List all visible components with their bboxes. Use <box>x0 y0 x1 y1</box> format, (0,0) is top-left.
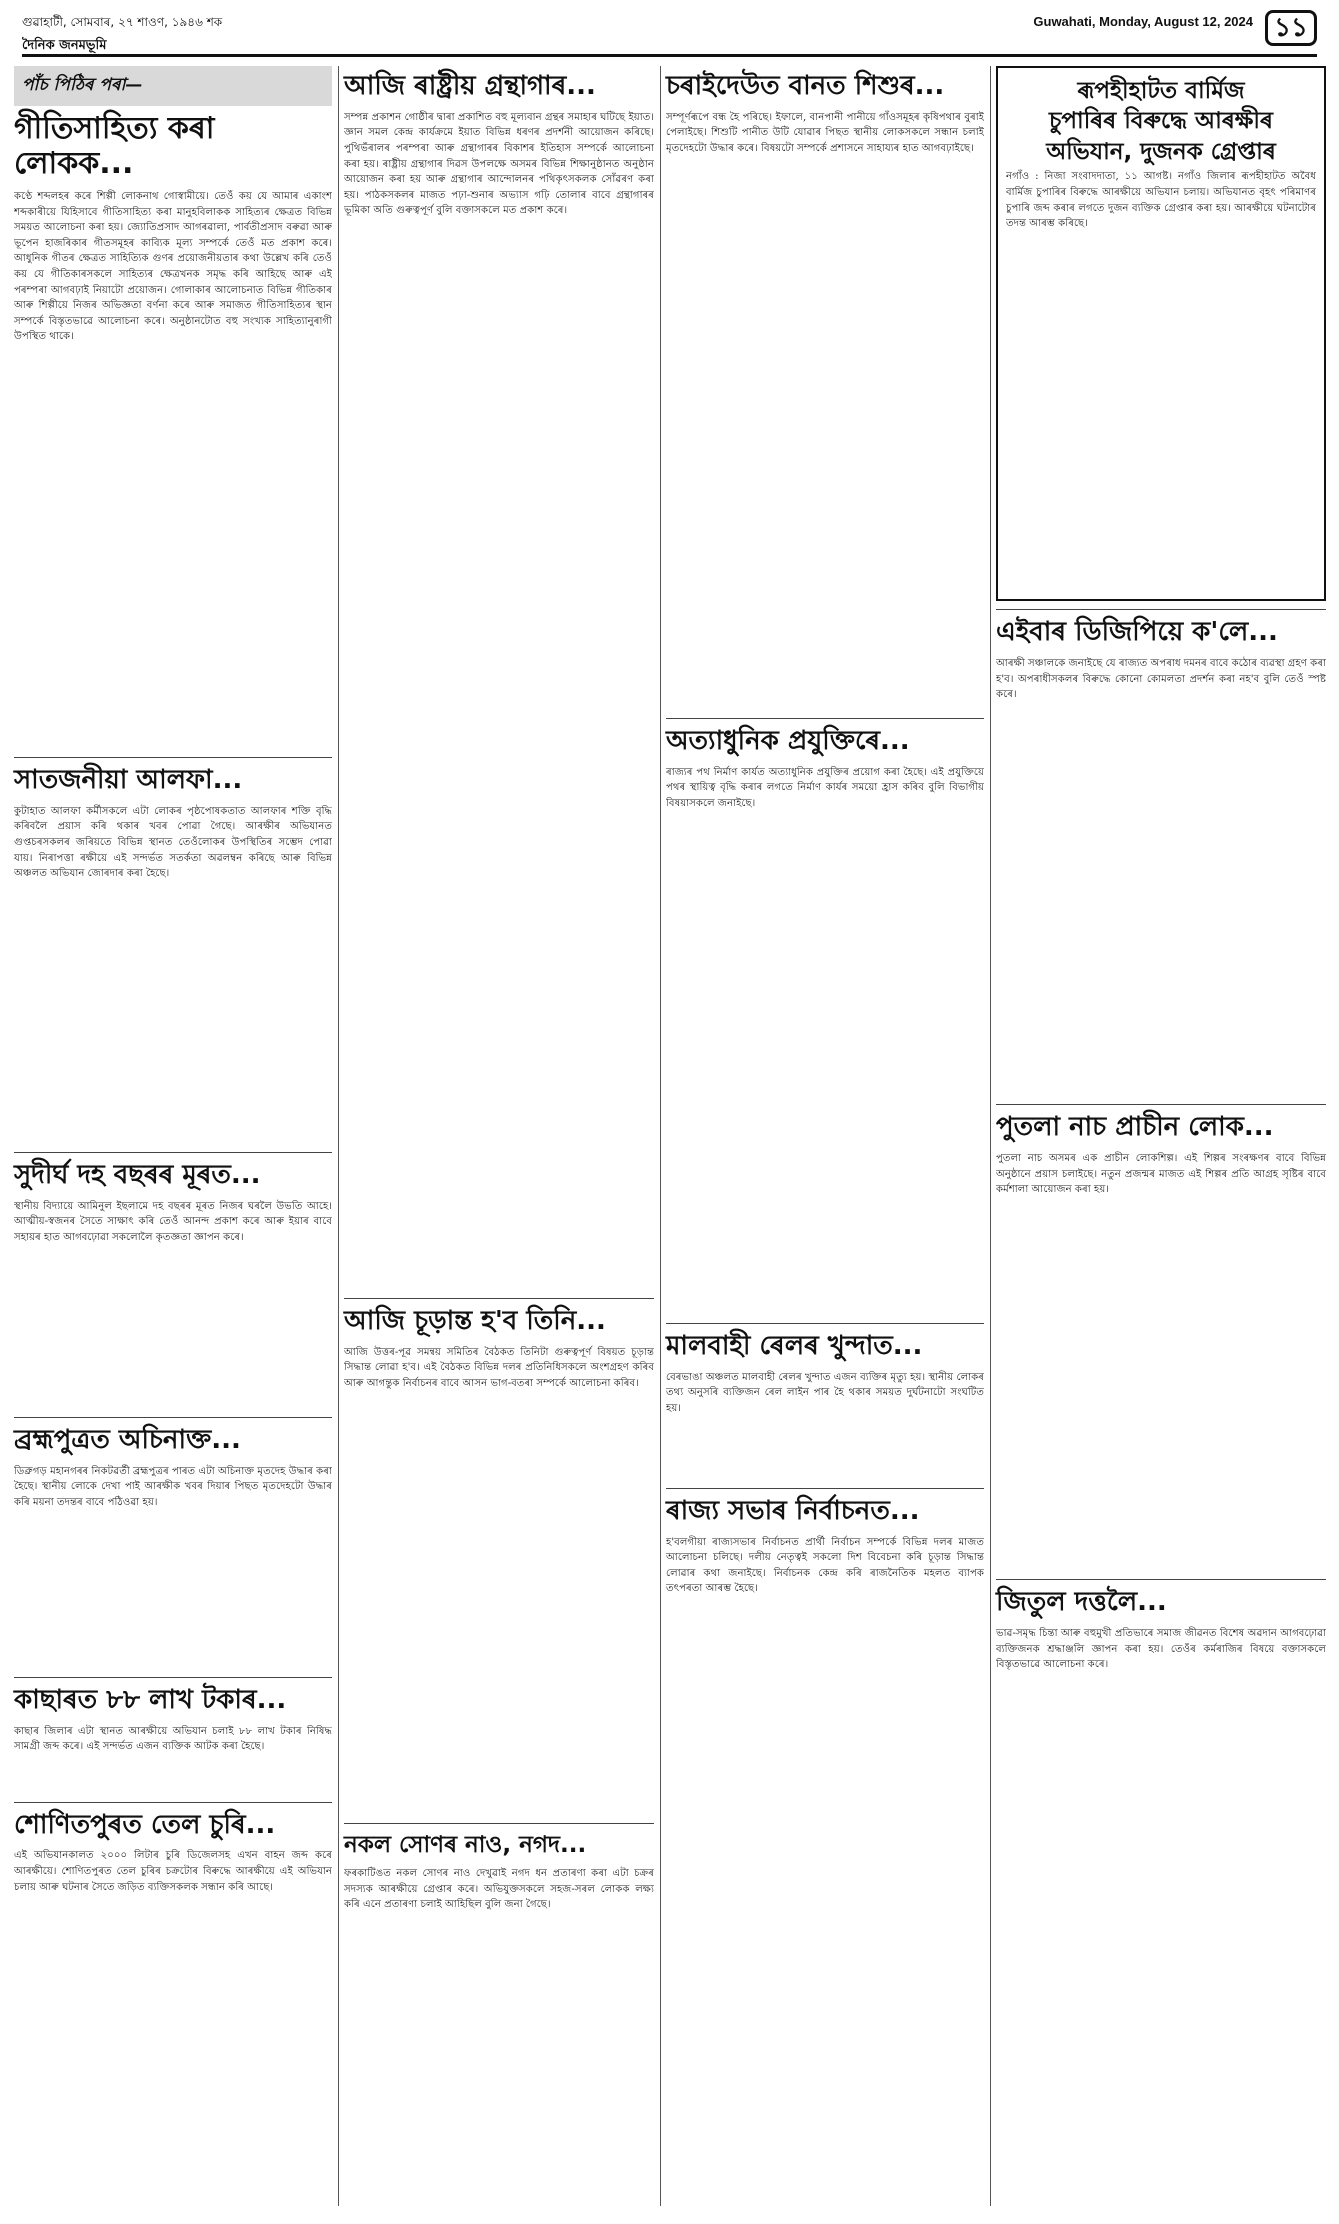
divider <box>996 609 1326 610</box>
article-body: ডিব্ৰুগড় মহানগৰৰ নিকটৱৰ্তী ব্ৰহ্মপুত্ৰৰ পাৰত এটা অচিনাক্ত মৃতদেহ উদ্ধাৰ কৰা হৈছে। স্থানীয় লোকে দেখা পাই আৰক্ষীক খবৰ দিয়াৰ পিছত মৃতদেহটো উদ্ধাৰ কৰি ময়না তদন্তৰ বাবে পঠিওৱা হয়। <box>14 1465 332 1508</box>
date-english: Guwahati, Monday, August 12, 2024 <box>1033 14 1253 29</box>
article-body: কণ্ঠে শব্দলহৰ কৰে শিল্পী লোকনাথ গোস্বামীয়ে। তেওঁ কয় যে আমাৰ একাংশ শব্দকাৰীয়ে যিহিসাবে গীতিসাহিত্য কৰা মানুহবিলাকক সাহিত্যৰ ক্ষেত্ৰত বিভিন্ন সময়ত আলোচনা কৰা হয়। জ্যোতিপ্ৰসাদ আগৰৱালা, পাৰ্বতীপ্ৰসাদ বৰুৱা আৰু ভূপেন হাজৰিকাৰ গীতসমূহৰ কাব্যিক মূল্য সম্পৰ্কে তেওঁ মত প্ৰকাশ কৰে। আধুনিক গীতৰ ক্ষেত্ৰত সাহিত্যিক গুণৰ প্ৰয়োজনীয়তাৰ কথা উল্লেখ কৰি তেওঁ কয় যে গীতিকাৰসকলে সাহিত্যৰ ক্ষেত্ৰখনক সমৃদ্ধ কৰি আহিছে আৰু এই পৰম্পৰা আগবঢ়াই নিয়াটো প্ৰয়োজন। গোলাকাৰ আলোচনাত বিভিন্ন গীতিকাৰ আৰু শিল্পীয়ে নিজৰ অভিজ্ঞতা বৰ্ণনা কৰে আৰু সমাজত গীতিসাহিত্যৰ স্থান সম্পৰ্কে বিস্তৃতভাৱে আলোচনা কৰে। অনুষ্ঠানটোত বহু সংখ্যক সাহিত্যানুৰাগী উপস্থিত থাকে। <box>14 191 332 343</box>
masthead <box>22 14 1317 62</box>
article-body: আৰক্ষী সঞ্চালকে জনাইছে যে ৰাজ্যত অপৰাধ দমনৰ বাবে কঠোৰ ব্যৱস্থা গ্ৰহণ কৰা হ'ব। অপৰাধীসকলৰ বিৰুদ্ধে কোনো কোমলতা প্ৰদৰ্শন কৰা নহ'ব বুলি তেওঁ স্পষ্ট কৰে। <box>996 658 1326 701</box>
article-body: কুটাহাত আলফা কৰ্মীসকলে এটা লোকৰ পৃষ্ঠপোষকতাত আলফাৰ শক্তি বৃদ্ধি কৰিবলৈ প্ৰয়াস কৰি থকাৰ খবৰ পোৱা গৈছে। আৰক্ষীৰ অভিযানত গুপ্তচৰসকলৰ জৰিয়তে বিভিন্ন স্থানত তেওঁলোকৰ উপস্থিতিৰ সম্ভেদ পোৱা যায়। নিৰাপত্তা ৰক্ষীয়ে এই সন্দৰ্ভত সতৰ্কতা অৱলম্বন কৰিছে আৰু বিভিন্ন অঞ্চলত অভিযান জোৰদাৰ কৰা হৈছে। <box>14 805 332 880</box>
headline-goods-train: মালবাহী ৰেলৰ খুন্দাত... <box>666 1330 923 1361</box>
divider <box>14 757 332 758</box>
divider <box>344 1823 654 1824</box>
headline-sonitpur: শোণিতপুৰত তেল চুৰি... <box>14 1809 276 1840</box>
divider <box>666 1488 984 1489</box>
divider <box>666 718 984 719</box>
headline-burmese-areca-2: চুপাৰিৰ বিৰুদ্ধে আৰক্ষীৰ <box>1049 108 1273 135</box>
headline-puppet-dance: পুতলা নাচ প্ৰাচীন লোক... <box>996 1112 1274 1143</box>
headline-final-three: আজি চূড়ান্ত হ'ব তিনি... <box>344 1305 606 1336</box>
headline-geetisahitya: গীতিসাহিত্য কৰা লোকক... <box>14 111 215 181</box>
divider <box>14 1677 332 1678</box>
column-1 <box>14 66 332 1998</box>
newspaper-brand: দৈনিক জনমভূমি <box>22 38 107 53</box>
headline-ten-years: সুদীৰ্ঘ দহ বছৰৰ মূৰত... <box>14 1159 261 1190</box>
divider <box>996 1579 1326 1580</box>
article-body: পুতলা নাচ অসমৰ এক প্ৰাচীন লোকশিল্প। এই শিল্পৰ সংৰক্ষণৰ বাবে বিভিন্ন অনুষ্ঠানে প্ৰয়াস চলাইছে। নতুন প্ৰজন্মৰ মাজত এই শিল্পৰ প্ৰতি আগ্ৰহ সৃষ্টিৰ বাবে কৰ্মশালা আয়োজন কৰা হয়। <box>996 1153 1326 1196</box>
continued-kicker: পাঁচ পিঠিৰ পৰা— <box>14 66 332 106</box>
featured-story-box <box>996 66 1326 601</box>
headline-ulfa: সাতজনীয়া আলফা... <box>14 765 243 795</box>
divider <box>996 1104 1326 1105</box>
page-number: ১১ <box>1265 10 1317 46</box>
article-body: আজি উত্তৰ-পূৱ সমন্বয় সমিতিৰ বৈঠকত তিনিটা গুৰুত্বপূৰ্ণ বিষয়ত চূড়ান্ত সিদ্ধান্ত লোৱা হ'ব। এই বৈঠকত বিভিন্ন দলৰ প্ৰতিনিধিসকলে অংশগ্ৰহণ কৰিব আৰু আগন্তুক নিৰ্বাচনৰ বাবে আসন ভাগ-বতৰা সম্পৰ্কে আলোচনা কৰিব। <box>344 1346 654 1389</box>
column-divider <box>660 66 661 2206</box>
article-body: নগাঁও : নিজা সংবাদদাতা, ১১ আগষ্ট। নগাঁও জিলাৰ ৰূপহীহাটত অবৈধ বাৰ্মিজ চুপাৰিৰ বিৰুদ্ধে আৰক্ষীয়ে অভিযান চলায়। অভিযানত বৃহৎ পৰিমাণৰ চুপাৰি জব্দ কৰাৰ লগতে দুজন ব্যক্তিক গ্ৰেপ্তাৰ কৰা হয়। আৰক্ষীয়ে ঘটনাটোৰ তদন্ত আৰম্ভ কৰিছে। <box>1006 171 1316 230</box>
divider <box>14 1152 332 1153</box>
article-body: হ'বলগীয়া ৰাজ্যসভাৰ নিৰ্বাচনত প্ৰাৰ্থী নিৰ্বাচন সম্পৰ্কে বিভিন্ন দলৰ মাজত আলোচনা চলিছে। দলীয় নেতৃত্বই সকলো দিশ বিবেচনা কৰি চূড়ান্ত সিদ্ধান্ত লোৱাৰ কথা জনাইছে। নিৰ্বাচনক কেন্দ্ৰ কৰি ৰাজনৈতিক মহলত ব্যাপক তৎপৰতা আৰম্ভ হৈছে। <box>666 1536 984 1595</box>
headline-burmese-areca-3: অভিযান, দুজনক গ্ৰেপ্তাৰ <box>1046 138 1276 165</box>
article-body: কাছাৰ জিলাৰ এটা স্থানত আৰক্ষীয়ে অভিযান চলাই ৮৮ লাখ টকাৰ নিষিদ্ধ সামগ্ৰী জব্দ কৰে। এই সন্দৰ্ভত এজন ব্যক্তিক আটক কৰা হৈছে। <box>14 1725 332 1753</box>
masthead-rule <box>22 54 1317 57</box>
article-body: ৰাজ্যৰ পথ নিৰ্মাণ কাৰ্যত অত্যাধুনিক প্ৰযুক্তিৰ প্ৰয়োগ কৰা হৈছে। এই প্ৰযুক্তিয়ে পথৰ স্থায়িত্ব বৃদ্ধি কৰাৰ লগতে নিৰ্মাণ কাৰ্যৰ সময়ো হ্ৰাস কৰিব বুলি বিভাগীয় বিষয়াসকলে জনাইছে। <box>666 766 984 809</box>
article-body: এই অভিযানকালত ২০০০ লিটাৰ চুৰি ডিজেলসহ এখন বাহন জব্দ কৰে আৰক্ষীয়ে। শোণিতপুৰত তেল চুৰিৰ চক্ৰটোৰ বিৰুদ্ধে আৰক্ষীয়ে এই অভিযান চলায় আৰু ঘটনাৰ সৈতে জড়িত ব্যক্তিসকলক সন্ধান কৰি আছে। <box>14 1850 332 1893</box>
headline-cachar: কাছাৰত ৮৮ লাখ টকাৰ... <box>14 1684 287 1715</box>
headline-jitul-dutta: জিতুল দত্তলৈ... <box>996 1587 1167 1618</box>
divider <box>666 1323 984 1324</box>
article-body: স্থানীয় বিদ্যায়ে আমিনুল ইছলামে দহ বছৰৰ মূৰত নিজৰ ঘৰলৈ উভতি আহে। আত্মীয়-স্বজনৰ সৈতে সাক্ষাৎ কৰি তেওঁ আনন্দ প্ৰকাশ কৰে আৰু ইয়াৰ বাবে সহায়ৰ হাত আগবঢ়োৱা সকলোলৈ কৃতজ্ঞতা জ্ঞাপন কৰে। <box>14 1200 332 1243</box>
article-body: ভাৱ-সমৃদ্ধ চিন্তা আৰু বহুমুখী প্ৰতিভাৰে সমাজ জীৱনত বিশেষ অৱদান আগবঢ়োৱা ব্যক্তিজনক শ্ৰদ্ধাঞ্জলি জ্ঞাপন কৰা হয়। তেওঁৰ কৰ্মৰাজিৰ বিষয়ে বক্তাসকলে বিস্তৃতভাৱে আলোচনা কৰে। <box>996 1627 1326 1671</box>
column-divider <box>990 66 991 2206</box>
headline-brahmaputra: ব্ৰহ্মপুত্ৰত অচিনাক্ত... <box>14 1424 241 1455</box>
column-2 <box>344 66 654 2166</box>
article-body: বেৰভাঙা অঞ্চলত মালবাহী ৰেলৰ খুন্দাত এজন ব্যক্তিৰ মৃত্যু হয়। স্থানীয় লোকৰ তথ্য অনুসৰি ব্যক্তিজন ৰেল লাইন পাৰ হৈ থকাৰ সময়ত দুৰ্ঘটনাটো সংঘটিত হয়। <box>666 1371 984 1414</box>
date-assamese: গুৱাহাটী, সোমবাৰ, ২৭ শাওণ, ১৯৪৬ শক <box>22 15 223 29</box>
column-divider <box>338 66 339 2206</box>
headline-fake-gold: নকল সোণৰ নাও, নগদ... <box>344 1831 587 1858</box>
article-body: সম্পূৰ্ণৰূপে বন্ধ হৈ পৰিছে। ইফালে, বানপানী পানীয়ে গাঁওসমূহৰ কৃষিপথাৰ বুৰাই পেলাইছে। শিশুটি পানীত উটি যোৱাৰ পিছত স্থানীয় লোকসকলে সন্ধান চলাই মৃতদেহটো উদ্ধাৰ কৰে। বিষয়টো সম্পৰ্কে প্ৰশাসনে সাহায্যৰ হাত আগবঢ়াইছে। <box>666 111 984 155</box>
column-3 <box>666 66 984 2135</box>
headline-dgp: এইবাৰ ডিজিপিয়ে ক'লে... <box>996 617 1278 648</box>
divider <box>14 1802 332 1803</box>
headline-burmese-areca-1: ৰূপহীহাটত বাৰ্মিজ <box>1077 78 1245 104</box>
article-body: ফৰকাটিঙত নকল সোণৰ নাও দেখুৱাই নগদ ধন প্ৰতাৰণা কৰা এটা চক্ৰৰ সদস্যক আৰক্ষীয়ে গ্ৰেপ্তাৰ কৰে। অভিযুক্তসকলে সহজ-সৰল লোকক লক্ষ্য কৰি এনে প্ৰতাৰণা চলাই আহিছিল বুলি জনা গৈছে। <box>344 1868 654 1911</box>
headline-charaideo-flood: চৰাইদেউত বানত শিশুৰ... <box>666 71 945 101</box>
divider <box>344 1298 654 1299</box>
divider <box>14 1417 332 1418</box>
article-body: সম্পন্ন প্ৰকাশন গোষ্ঠীৰ দ্বাৰা প্ৰকাশিত বহু মূল্যবান গ্ৰন্থৰ সমাহাৰ ঘটিছে ইয়াত। জ্ঞান সমল কেন্দ্ৰ কাৰ্যক্ৰমে ইয়াত বিভিন্ন ধৰণৰ প্ৰদৰ্শনী আয়োজন কৰিছে। পুথিভঁৰালৰ পৰম্পৰা আৰু গ্ৰন্থাগাৰৰ বিকাশৰ ইতিহাস সম্পৰ্কে আলোচনা কৰা হয়। ৰাষ্ট্ৰীয় গ্ৰন্থাগাৰ দিৱস উপলক্ষে অসমৰ বিভিন্ন শিক্ষানুষ্ঠানত অনুষ্ঠান আয়োজন কৰা হয় আৰু গ্ৰন্থাগাৰ আন্দোলনৰ পথিকৃৎসকলক সোঁৱৰণ কৰা হয়। পাঠকসকলৰ মাজত পঢ়া-শুনাৰ অভ্যাস গঢ়ি তোলাৰ বাবে গ্ৰন্থাগাৰৰ ভূমিকা অতি গুৰুত্বপূৰ্ণ বুলি বক্তাসকলে মত প্ৰকাশ কৰে। <box>344 111 654 217</box>
headline-rajya-sabha: ৰাজ্য সভাৰ নিৰ্বাচনত... <box>666 1495 920 1526</box>
column-4 <box>996 66 1326 2106</box>
headline-technology: অত্যাধুনিক প্ৰযুক্তিৰে... <box>666 725 910 756</box>
headline-library: আজি ৰাষ্ট্ৰীয় গ্ৰন্থাগাৰ... <box>344 71 596 101</box>
